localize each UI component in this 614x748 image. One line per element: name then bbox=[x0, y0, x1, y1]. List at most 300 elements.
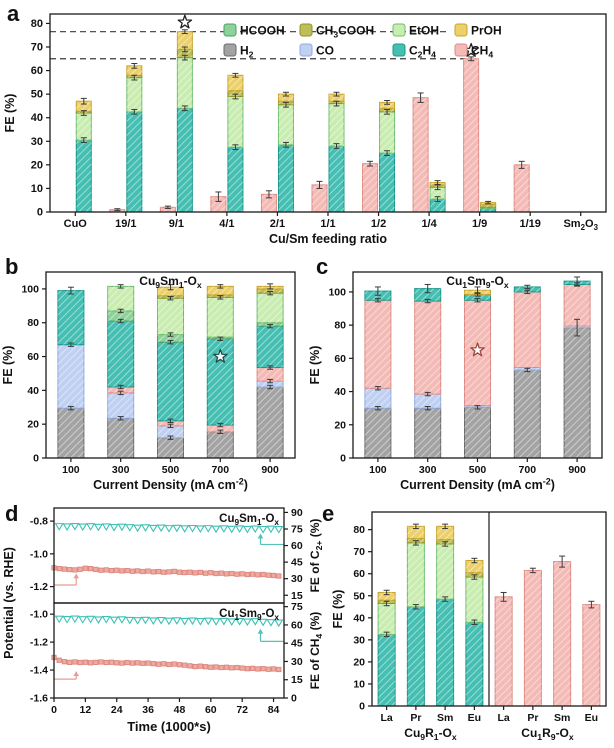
legend-label-etoh: EtOH bbox=[409, 23, 439, 38]
y-tick-label: 60 bbox=[27, 351, 39, 364]
potential-marker bbox=[193, 571, 197, 575]
x-tick-label: 48 bbox=[173, 704, 186, 716]
potential-marker bbox=[177, 570, 181, 574]
bar-hatch bbox=[413, 98, 428, 212]
fe-marker bbox=[197, 526, 204, 532]
x-tick-label: Eu bbox=[467, 712, 482, 724]
bar-hatch bbox=[228, 97, 243, 148]
legend-swatch-ch3cooh bbox=[300, 24, 312, 36]
legend-swatch-h2 bbox=[224, 44, 236, 56]
bar-hatch bbox=[58, 345, 84, 408]
y-tick-label: 0 bbox=[340, 452, 346, 465]
right-tick-label: 75 bbox=[291, 523, 303, 536]
fe-marker bbox=[111, 617, 118, 623]
legend-label-c2h4: $C_2H_4$ bbox=[409, 43, 436, 60]
x-axis bbox=[51, 698, 279, 716]
potential-marker bbox=[88, 566, 92, 570]
x-axis-label: Current Density (mA $cm^{-2}$) bbox=[93, 476, 248, 492]
y-tick-label: 10 bbox=[30, 182, 43, 195]
potential-marker bbox=[73, 568, 77, 572]
x-tick-label: 36 bbox=[142, 704, 154, 716]
x-tick-label: 900 bbox=[568, 464, 586, 476]
right-tick-label: 30 bbox=[291, 573, 303, 586]
panel-a-letter: a bbox=[7, 1, 20, 26]
potential-marker bbox=[209, 665, 213, 669]
potential-marker bbox=[146, 569, 150, 573]
x-axis-label: Time (1000*s) bbox=[127, 719, 211, 734]
y-axis-label: Potential (vs. RHE) bbox=[2, 547, 16, 659]
fe-marker bbox=[103, 524, 110, 530]
potential-marker bbox=[88, 661, 92, 665]
bar-hatch bbox=[76, 113, 91, 140]
bar-hatch bbox=[378, 634, 395, 706]
left-tick-label: -1.4 bbox=[29, 664, 48, 677]
legend-swatch-ch4 bbox=[455, 44, 467, 56]
x-axis-label: Current Density (mA $cm^{-2}$) bbox=[400, 476, 555, 492]
x-tick-label: $Sm_2O_3$ bbox=[563, 218, 598, 232]
potential-marker bbox=[57, 658, 61, 662]
fe-marker bbox=[63, 524, 70, 530]
chart-title: $Cu_9Sm_1-O_x$ bbox=[139, 274, 202, 291]
potential-marker bbox=[146, 661, 150, 665]
x-tick-label: 300 bbox=[111, 464, 130, 476]
potential-marker bbox=[203, 571, 207, 575]
fe-marker bbox=[158, 618, 165, 624]
bar-hatch bbox=[514, 370, 540, 458]
panel-a-chart bbox=[0, 0, 614, 252]
bar-hatch bbox=[407, 607, 424, 706]
panel-c-letter: c bbox=[316, 254, 329, 279]
x-tick-label: 19/1 bbox=[115, 218, 137, 230]
potential-marker bbox=[266, 573, 270, 577]
bar-hatch bbox=[228, 147, 243, 212]
y-tick-label: 100 bbox=[21, 283, 39, 296]
chart-e-svg bbox=[330, 498, 614, 748]
potential-series bbox=[52, 566, 281, 579]
group-label: $Cu_9R_1-O_x$ bbox=[404, 726, 457, 743]
x-tick-label: 1/19 bbox=[519, 218, 541, 230]
y-axis-label: FE (%) bbox=[3, 93, 17, 133]
potential-marker bbox=[57, 566, 61, 570]
x-tick-label: 60 bbox=[204, 704, 217, 716]
potential-marker bbox=[172, 569, 176, 573]
y-tick-label: 30 bbox=[30, 135, 43, 148]
potential-marker bbox=[125, 568, 129, 572]
bar-hatch bbox=[466, 577, 483, 622]
y-axis bbox=[31, 18, 50, 219]
legend-item-co bbox=[300, 44, 334, 58]
right-tick-label: 60 bbox=[291, 540, 303, 553]
bar-hatch bbox=[437, 544, 454, 599]
bar-hatch bbox=[76, 140, 91, 212]
chart-a-svg bbox=[0, 0, 614, 252]
potential-marker bbox=[162, 570, 166, 574]
fe-marker bbox=[71, 616, 78, 622]
x-tick-label: 24 bbox=[110, 704, 123, 716]
potential-marker bbox=[73, 660, 77, 664]
y-tick-label: 70 bbox=[30, 41, 43, 54]
panel-d-letter: d bbox=[5, 501, 19, 526]
y-axis-label: FE (%) bbox=[1, 345, 15, 385]
fe-marker bbox=[220, 526, 227, 532]
y-tick-label: 40 bbox=[353, 612, 365, 625]
x-axis bbox=[369, 458, 586, 476]
x-tick-label: 900 bbox=[261, 464, 279, 476]
bar-hatch bbox=[58, 291, 84, 345]
bar-hatch bbox=[108, 393, 134, 418]
chart-b-svg bbox=[0, 252, 307, 498]
fe-marker bbox=[56, 616, 63, 622]
bar-hatch bbox=[257, 387, 283, 458]
x-tick-label: 4/1 bbox=[219, 218, 235, 230]
left-axis-arrow bbox=[54, 671, 79, 679]
x-tick-label: Sm bbox=[436, 712, 454, 724]
x-tick-label: La bbox=[497, 712, 510, 724]
potential-marker bbox=[230, 666, 234, 670]
fe-marker bbox=[150, 618, 157, 624]
bar-hatch bbox=[365, 300, 391, 388]
bars bbox=[365, 277, 590, 458]
potential-marker bbox=[182, 663, 186, 667]
panel-c-chart bbox=[307, 252, 614, 498]
legend-label-h2: $H_2$ bbox=[240, 43, 254, 60]
chart-title: $Cu_1Sm_9-O_x$ bbox=[446, 274, 509, 291]
bar-hatch bbox=[365, 388, 391, 408]
x-tick-label: 1/1 bbox=[320, 218, 336, 230]
left-axis-arrow bbox=[54, 573, 79, 585]
x-tick-label: 700 bbox=[211, 464, 230, 476]
legend-item-proh bbox=[455, 24, 502, 38]
potential-marker bbox=[94, 567, 98, 571]
bar-hatch bbox=[278, 105, 293, 145]
y-tick-label: 70 bbox=[353, 546, 365, 559]
panel-e-chart bbox=[330, 498, 614, 748]
bar-hatch bbox=[564, 328, 590, 458]
y-tick-label: 0 bbox=[359, 700, 365, 713]
fe-marker bbox=[142, 525, 149, 531]
right-tick-label: 45 bbox=[291, 637, 303, 650]
right-axis-label: FE of $C_{2+}$ (%) bbox=[308, 518, 325, 593]
panel-b-letter: b bbox=[5, 254, 19, 279]
x-tick-label: Sm bbox=[553, 712, 571, 724]
x-tick-label: CuO bbox=[63, 218, 87, 230]
potential-marker bbox=[198, 664, 202, 668]
right-tick-label: 90 bbox=[291, 506, 303, 519]
potential-marker bbox=[182, 570, 186, 574]
x-tick-label: 12 bbox=[79, 704, 92, 716]
legend-label-hcooh: HCOOH bbox=[240, 23, 285, 38]
potential-marker bbox=[240, 572, 244, 576]
right-tick-label: 15 bbox=[291, 674, 303, 687]
legend-swatch-c2h4 bbox=[393, 44, 405, 56]
potential-marker bbox=[99, 660, 103, 664]
y-axis-label: FE (%) bbox=[308, 345, 322, 385]
potential-marker bbox=[209, 570, 213, 574]
potential-marker bbox=[172, 662, 176, 666]
bars bbox=[76, 30, 529, 212]
legend-swatch-proh bbox=[455, 24, 467, 36]
legend-item-etoh bbox=[393, 24, 439, 38]
potential-marker bbox=[135, 661, 139, 665]
potential-series bbox=[52, 655, 281, 671]
y-axis-label: FE (%) bbox=[331, 589, 345, 629]
potential-marker bbox=[219, 571, 223, 575]
right-axis-arrow bbox=[258, 629, 284, 642]
potential-marker bbox=[271, 573, 275, 577]
legend-swatch-co bbox=[300, 44, 312, 56]
fe-marker bbox=[212, 526, 219, 532]
potential-marker bbox=[78, 567, 82, 571]
fe-marker bbox=[111, 525, 118, 531]
left-tick-label: -1.2 bbox=[29, 636, 48, 649]
potential-marker bbox=[67, 660, 71, 664]
y-tick-label: 50 bbox=[353, 590, 365, 603]
potential-marker bbox=[120, 661, 124, 665]
bar-hatch bbox=[554, 562, 571, 706]
fe-marker bbox=[126, 617, 133, 623]
y-tick-label: 80 bbox=[334, 319, 346, 332]
left-tick-label: -0.8 bbox=[29, 515, 48, 528]
bar-hatch bbox=[524, 570, 541, 706]
fe-marker bbox=[173, 525, 180, 531]
fe-marker bbox=[126, 525, 133, 531]
potential-marker bbox=[62, 567, 66, 571]
left-tick-label: -1.0 bbox=[29, 548, 48, 561]
y-tick-label: 30 bbox=[353, 634, 365, 647]
potential-marker bbox=[224, 665, 228, 669]
bar-hatch bbox=[177, 58, 192, 109]
potential-marker bbox=[151, 570, 155, 574]
bar-hatch bbox=[257, 293, 283, 323]
legend-item-hcooh bbox=[224, 24, 285, 38]
y-tick-label: 20 bbox=[27, 418, 39, 431]
potential-marker bbox=[245, 572, 249, 576]
bar-hatch bbox=[58, 408, 84, 458]
y-tick-label: 0 bbox=[33, 452, 39, 465]
potential-marker bbox=[156, 569, 160, 573]
x-tick-label: 500 bbox=[161, 464, 180, 476]
y-tick-label: 60 bbox=[30, 65, 43, 78]
potential-marker bbox=[130, 569, 134, 573]
bar-hatch bbox=[514, 165, 529, 212]
x-tick-label: 9/1 bbox=[168, 218, 185, 230]
bar-hatch bbox=[177, 108, 192, 212]
chart-c-svg bbox=[307, 252, 614, 498]
potential-marker bbox=[104, 568, 108, 572]
bar-hatch bbox=[158, 342, 184, 421]
fe-marker bbox=[205, 618, 212, 624]
bar-hatch bbox=[329, 146, 344, 212]
panel-e-letter: e bbox=[322, 501, 335, 526]
y-tick-label: 40 bbox=[30, 112, 43, 125]
potential-marker bbox=[266, 667, 270, 671]
potential-marker bbox=[62, 659, 66, 663]
potential-marker bbox=[261, 572, 265, 576]
star-marker bbox=[178, 15, 191, 28]
fe-marker bbox=[275, 527, 282, 533]
potential-marker bbox=[235, 665, 239, 669]
legend-label-co: CO bbox=[316, 43, 334, 58]
bar-hatch bbox=[464, 59, 479, 212]
potential-marker bbox=[151, 661, 155, 665]
x-tick-label: 1/9 bbox=[471, 218, 488, 230]
y-tick-label: 0 bbox=[36, 206, 43, 219]
bar-hatch bbox=[365, 408, 391, 458]
bar-hatch bbox=[465, 407, 491, 458]
x-tick-label: Pr bbox=[527, 712, 539, 724]
subpanel-label: $Cu_9Sm_1-O_x$ bbox=[219, 513, 279, 527]
potential-marker bbox=[83, 566, 87, 570]
potential-marker bbox=[162, 662, 166, 666]
right-axis-label: FE of $CH_4$ (%) bbox=[308, 611, 325, 690]
y-tick-label: 60 bbox=[353, 568, 365, 581]
right-tick-label: 75 bbox=[291, 601, 303, 614]
panel-d-chart bbox=[0, 498, 330, 748]
y-tick-label: 80 bbox=[27, 317, 39, 330]
potential-marker bbox=[125, 660, 129, 664]
fe-marker bbox=[79, 617, 86, 623]
fe-marker bbox=[205, 526, 212, 532]
potential-marker bbox=[188, 570, 192, 574]
x-tick-label: 1/2 bbox=[370, 218, 387, 230]
left-tick-label: -1.2 bbox=[29, 581, 48, 594]
y-tick-label: 50 bbox=[30, 88, 43, 101]
fe-marker bbox=[95, 617, 102, 623]
x-tick-label: 1/4 bbox=[421, 218, 437, 230]
fe-marker bbox=[118, 617, 125, 623]
y-tick-label: 40 bbox=[27, 384, 39, 397]
x-tick-label: 2/1 bbox=[269, 218, 286, 230]
potential-marker bbox=[115, 661, 119, 665]
potential-marker bbox=[230, 571, 234, 575]
chart-d-svg bbox=[0, 498, 330, 748]
x-axis bbox=[380, 706, 598, 724]
y-tick-label: 60 bbox=[334, 352, 346, 365]
potential-marker bbox=[203, 665, 207, 669]
legend bbox=[224, 24, 502, 60]
fe-marker bbox=[165, 618, 172, 624]
y-axis bbox=[353, 524, 372, 712]
bar-hatch bbox=[127, 112, 142, 212]
bar-hatch bbox=[158, 438, 184, 458]
fe-marker bbox=[228, 526, 235, 532]
potential-marker bbox=[219, 665, 223, 669]
bars bbox=[58, 284, 283, 458]
bar-hatch bbox=[380, 112, 395, 153]
bar-hatch bbox=[514, 292, 540, 368]
left-tick-label: -1.0 bbox=[29, 608, 48, 621]
fe-marker bbox=[259, 526, 266, 532]
potential-marker bbox=[141, 661, 145, 665]
potential-marker bbox=[214, 665, 218, 669]
legend-label-ch3cooh: $CH_3COOH$ bbox=[316, 23, 375, 40]
x-tick-label: 72 bbox=[236, 704, 249, 716]
fe-marker bbox=[134, 525, 141, 531]
bar-hatch bbox=[495, 597, 512, 706]
bar-hatch bbox=[207, 297, 233, 337]
bar-hatch bbox=[466, 622, 483, 706]
potential-marker bbox=[130, 661, 134, 665]
fe-marker bbox=[71, 524, 78, 530]
bar-hatch bbox=[108, 321, 134, 387]
bar-hatch bbox=[378, 603, 395, 634]
potential-marker bbox=[256, 573, 260, 577]
potential-marker bbox=[78, 660, 82, 664]
x-axis bbox=[64, 212, 599, 232]
x-tick-label: 700 bbox=[518, 464, 537, 476]
fe-marker bbox=[56, 524, 63, 530]
fe-marker bbox=[197, 619, 204, 625]
fe-marker bbox=[165, 526, 172, 532]
fe-marker bbox=[267, 526, 274, 532]
potential-marker bbox=[261, 666, 265, 670]
fe-marker bbox=[181, 526, 188, 532]
x-tick-label: 100 bbox=[62, 464, 80, 476]
bar-hatch bbox=[257, 326, 283, 367]
bar-hatch bbox=[415, 408, 441, 458]
potential-marker bbox=[277, 574, 281, 578]
bar-hatch bbox=[363, 164, 378, 212]
bar-hatch bbox=[158, 298, 184, 334]
bar-hatch bbox=[207, 432, 233, 458]
fe-marker bbox=[189, 618, 196, 624]
fe-marker bbox=[150, 525, 157, 531]
bar-hatch bbox=[329, 104, 344, 146]
potential-marker bbox=[224, 572, 228, 576]
y-axis bbox=[21, 283, 46, 464]
fe-marker bbox=[173, 618, 180, 624]
y-tick-label: 20 bbox=[353, 656, 365, 669]
potential-marker bbox=[141, 569, 145, 573]
subpanel-1 bbox=[30, 601, 324, 704]
potential-marker bbox=[67, 567, 71, 571]
potential-marker bbox=[99, 568, 103, 572]
fe-marker bbox=[103, 617, 110, 623]
legend-label-ch4: $CH_4$ bbox=[471, 43, 494, 60]
left-tick-label: -1.6 bbox=[29, 692, 48, 705]
y-tick-label: 20 bbox=[334, 419, 346, 432]
x-tick-label: 0 bbox=[51, 704, 57, 716]
potential-marker bbox=[271, 667, 275, 671]
potential-marker bbox=[277, 667, 281, 671]
y-tick-label: 20 bbox=[30, 159, 43, 172]
y-tick-label: 10 bbox=[353, 678, 365, 691]
x-axis bbox=[62, 458, 279, 476]
fe-marker bbox=[181, 618, 188, 624]
x-tick-label: 500 bbox=[468, 464, 487, 476]
potential-marker bbox=[256, 667, 260, 671]
fe-marker bbox=[63, 617, 70, 623]
legend-item-ch3cooh bbox=[300, 24, 374, 40]
right-axis-arrow bbox=[258, 534, 284, 545]
bar-hatch bbox=[415, 301, 441, 394]
potential-marker bbox=[109, 660, 113, 664]
x-tick-label: La bbox=[380, 712, 393, 724]
fe-marker bbox=[142, 617, 149, 623]
potential-marker bbox=[156, 662, 160, 666]
legend-swatch-etoh bbox=[393, 24, 405, 36]
x-tick-label: 100 bbox=[369, 464, 387, 476]
potential-marker bbox=[214, 571, 218, 575]
bar-hatch bbox=[437, 599, 454, 706]
bar-hatch bbox=[312, 185, 327, 212]
fe-marker bbox=[95, 524, 102, 530]
fe-marker bbox=[79, 524, 86, 530]
potential-marker bbox=[109, 568, 113, 572]
fe-marker bbox=[134, 618, 141, 624]
potential-marker bbox=[240, 666, 244, 670]
panel-b-chart bbox=[0, 252, 307, 498]
